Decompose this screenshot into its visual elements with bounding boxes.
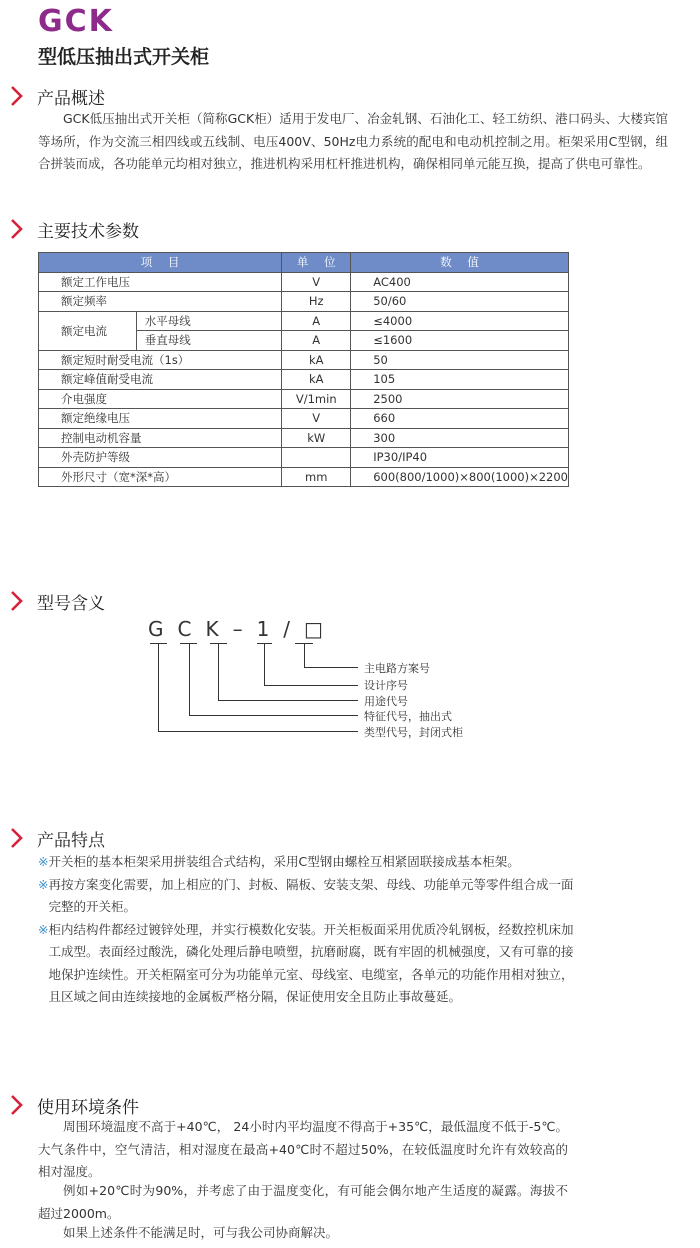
row-item: 额定峰值耐受电流 — [39, 370, 282, 390]
row-unit: V — [282, 272, 351, 292]
feature-mark: ※ — [38, 854, 49, 869]
row-item: 介电强度 — [39, 389, 282, 409]
row-value: ≤1600 — [351, 331, 569, 351]
row-item: 额定电流 — [39, 311, 137, 350]
row-unit: kW — [282, 428, 351, 448]
environment-paragraph: 例如+20℃时为90%，并考虑了由于温度变化，有可能会偶尔地产生适度的凝露。海拔不超过2000m。 — [38, 1183, 568, 1221]
chevron-right-icon — [10, 218, 24, 240]
model-label: 设计序号 — [364, 679, 408, 692]
row-value: 660 — [351, 409, 569, 429]
leader-line — [304, 643, 305, 667]
list-item — [38, 851, 583, 874]
section-features-header — [10, 826, 105, 850]
row-unit: kA — [282, 350, 351, 370]
table-row — [39, 370, 569, 390]
leader-line — [189, 643, 190, 715]
leader-line — [304, 667, 358, 668]
feature-list — [38, 851, 583, 1009]
model-label: 类型代号，封闭式柜 — [364, 726, 463, 739]
leader-line — [158, 643, 159, 731]
leader-line — [264, 643, 265, 685]
environment-paragraph: 周围环境温度不高于+40℃， 24小时内平均温度不得高于+35℃，最低温度不低于-5℃。大气条件中，空气清洁，相对湿度在最高+40℃时不超过50%，在较低温度时允许有效较高的相对湿度。 — [38, 1119, 568, 1179]
overview-text: GCK低压抽出式开关柜（简称GCK柜）适用于发电厂、冶金轧钢、石油化工、轻工纺织、港口码头、大楼宾馆等场所，作为交流三相四线或五线制、电压400V、50Hz电力系统的配电和电动机控制之用。柜架采用C型钢，组合拼装而成，各功能单元均相对独立，推进机构采用杠杆推进机构，确保相同单元能互换，提高了供电可靠性。 — [38, 111, 668, 171]
row-subitem: 垂直母线 — [136, 331, 282, 351]
row-item: 额定绝缘电压 — [39, 409, 282, 429]
feature-text: 开关柜的基本柜架采用拼装组合式结构，采用C型钢由螺栓互相紧固联接成基本柜架。 — [48, 854, 520, 869]
feature-mark: ※ — [38, 921, 49, 937]
model-label: 用途代号 — [364, 695, 408, 708]
row-item: 额定频率 — [39, 292, 282, 312]
model-label: 主电路方案号 — [364, 662, 430, 675]
section-title: 型号含义 — [37, 593, 105, 614]
row-unit: A — [282, 331, 351, 351]
table-row — [39, 292, 569, 312]
feature-text: 柜内结构件都经过镀锌处理，并实行模数化安装。开关柜板面采用优质冷轧钢板，经数控机床加工成型。表面经过酸洗，磷化处理后静电喷塑，抗磨耐腐，既有牢固的机械强度，又有可靠的接地保护连续性。开关柜隔室可分为功能单元室、母线室、电缆室，各单元的功能作用相对独立，且区域之间由连续接地的金属板严格分隔，保证使用安全且防止事故蔓延。 — [48, 921, 574, 1004]
row-unit: V/1min — [282, 389, 351, 409]
section-title: 主要技术参数 — [37, 221, 139, 242]
section-overview-header — [10, 84, 105, 108]
list-item — [38, 874, 583, 919]
row-unit: mm — [282, 467, 351, 487]
brand-title: GCK — [38, 4, 114, 39]
row-unit: Hz — [282, 292, 351, 312]
row-item: 控制电动机容量 — [39, 428, 282, 448]
row-value: 600(800/1000)×800(1000)×2200 — [351, 467, 569, 487]
table-header-row — [39, 253, 569, 273]
row-item: 额定短时耐受电流（1s） — [39, 350, 282, 370]
table-row — [39, 311, 569, 331]
row-value: 50 — [351, 350, 569, 370]
feature-mark: ※ — [38, 876, 49, 892]
environment-paragraph: 如果上述条件不能满足时，可与我公司协商解决。 — [63, 1225, 339, 1240]
table-row — [39, 389, 569, 409]
leader-line — [218, 700, 358, 701]
row-value: 50/60 — [351, 292, 569, 312]
header-value: 数 值 — [351, 253, 569, 273]
row-value: 300 — [351, 428, 569, 448]
chevron-right-icon — [10, 590, 24, 612]
model-label: 特征代号，抽出式 — [364, 710, 452, 723]
row-value: AC400 — [351, 272, 569, 292]
model-code: GCK–1/□ — [148, 617, 337, 641]
feature-text: 再按方案变化需要，加上相应的门、封板、隔板、安装支架、母线、功能单元等零件组合成一面完整的开关柜。 — [48, 876, 574, 914]
section-title: 产品概述 — [37, 88, 105, 109]
leader-line — [189, 715, 358, 716]
header-item: 项 目 — [39, 253, 282, 273]
page-title: 型低压抽出式开关柜 — [38, 46, 210, 68]
row-value: 105 — [351, 370, 569, 390]
spec-table — [38, 252, 569, 487]
row-value: ≤4000 — [351, 311, 569, 331]
section-environment-header — [10, 1093, 139, 1117]
chevron-right-icon — [10, 827, 24, 849]
row-value: 2500 — [351, 389, 569, 409]
row-unit: kA — [282, 370, 351, 390]
header-unit: 单 位 — [282, 253, 351, 273]
row-unit: A — [282, 311, 351, 331]
list-item — [38, 919, 583, 1009]
chevron-right-icon — [10, 1094, 24, 1116]
table-row — [39, 272, 569, 292]
row-item: 额定工作电压 — [39, 272, 282, 292]
chevron-right-icon — [10, 85, 24, 107]
row-item: 外形尺寸（宽*深*高） — [39, 467, 282, 487]
table-row — [39, 350, 569, 370]
leader-line — [264, 685, 358, 686]
section-model-header — [10, 589, 105, 613]
table-row — [39, 428, 569, 448]
section-title: 产品特点 — [37, 830, 105, 851]
row-item: 外壳防护等级 — [39, 448, 282, 468]
table-row — [39, 467, 569, 487]
table-row — [39, 409, 569, 429]
leader-line — [158, 731, 358, 732]
row-subitem: 水平母线 — [136, 311, 282, 331]
section-specs-header — [10, 217, 139, 241]
leader-line — [218, 643, 219, 700]
row-unit — [282, 448, 351, 468]
row-unit: V — [282, 409, 351, 429]
row-value: IP30/IP40 — [351, 448, 569, 468]
section-title: 使用环境条件 — [37, 1097, 139, 1118]
table-row — [39, 448, 569, 468]
